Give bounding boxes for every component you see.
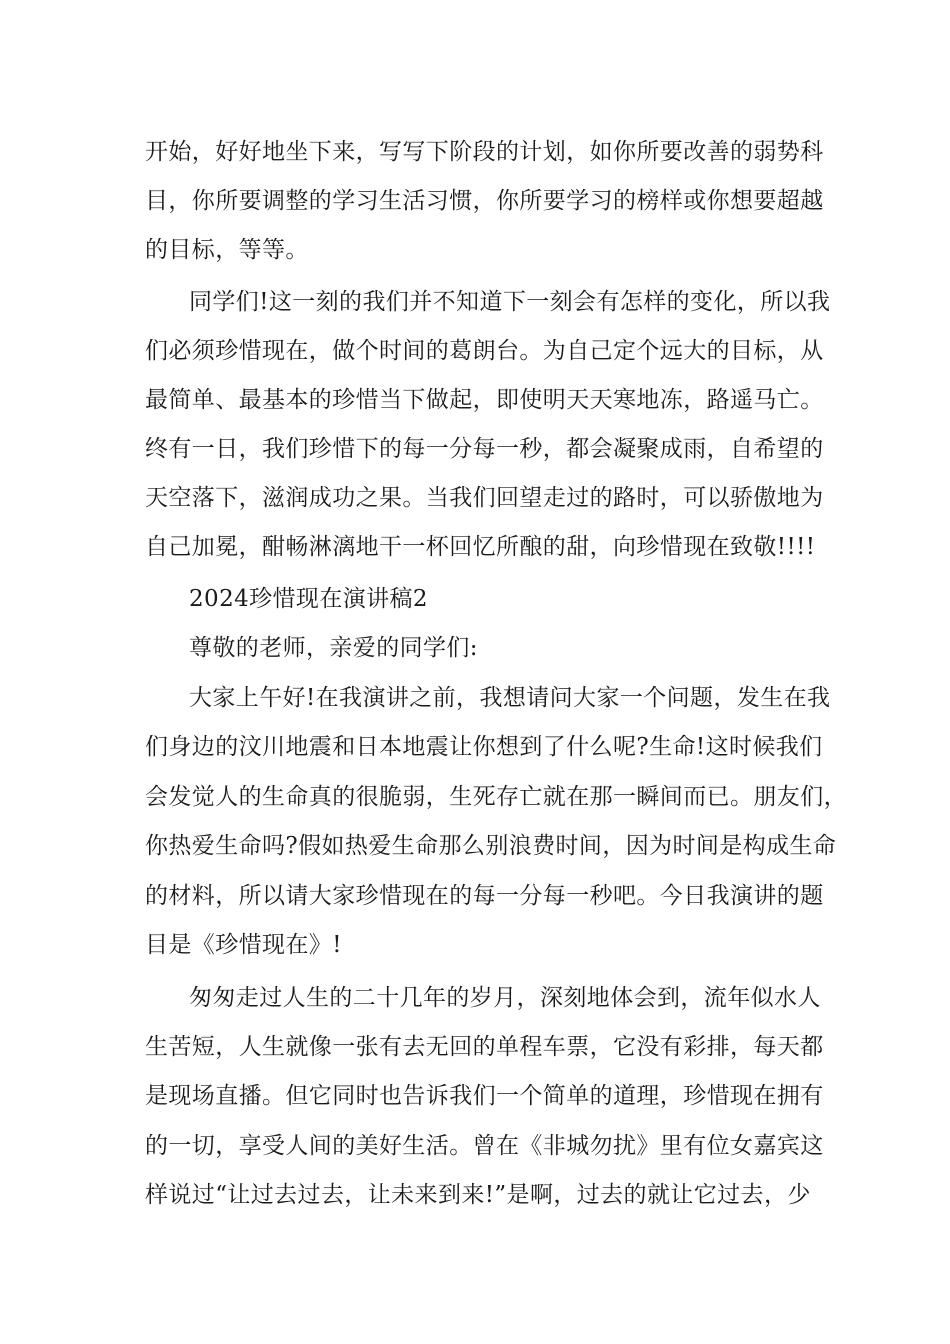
text-line: 终有一日，我们珍惜下的每一分每一秒，都会凝聚成雨，自希望的 bbox=[145, 436, 824, 462]
text-line: 匆匆走过人生的二十几年的岁月，深刻地体会到，流年似水人 bbox=[189, 985, 821, 1011]
text-line: 的一切，享受人间的美好生活。曾在《非城勿扰》里有位女嘉宾这 bbox=[145, 1133, 824, 1159]
text-line: 天空落下，滋润成功之果。当我们回望走过的路时，可以骄傲地为 bbox=[145, 485, 824, 511]
text-line: 开始，好好地坐下来，写写下阶段的计划，如你所要改善的弱势科 bbox=[145, 139, 824, 165]
text-line: 的目标，等等。 bbox=[145, 237, 309, 263]
text-line: 们身边的汶川地震和日本地震让你想到了什么呢?生命!这时候我们 bbox=[145, 734, 823, 760]
text-line: 样说过“让过去过去，让未来到来!”是啊，过去的就让它过去，少 bbox=[145, 1182, 811, 1208]
text-line: 你热爱生命吗?假如热爱生命那么别浪费时间，因为时间是构成生命 bbox=[145, 833, 837, 859]
text-line: 们必须珍惜现在，做个时间的葛朗台。为自己定个远大的目标，从 bbox=[145, 338, 824, 364]
text-line: 的材料，所以请大家珍惜现在的每一分每一秒吧。今日我演讲的题 bbox=[145, 883, 824, 909]
text-line: 会发觉人的生命真的很脆弱，生死存亡就在那一瞬间而已。朋友们， bbox=[145, 784, 847, 810]
text-line: 最简单、最基本的珍惜当下做起，即使明天天寒地冻，路遥马亡。 bbox=[145, 387, 824, 413]
section-heading: 2024珍惜现在演讲稿2 bbox=[189, 586, 428, 612]
text-line: 大家上午好!在我演讲之前，我想请问大家一个问题，发生在我 bbox=[189, 685, 831, 711]
text-line: 目是《珍惜现在》! bbox=[145, 932, 342, 958]
text-line: 目，你所要调整的学习生活习惯，你所要学习的榜样或你想要超越 bbox=[145, 188, 824, 214]
text-line: 生苦短，人生就像一张有去无回的单程车票，它没有彩排，每天都 bbox=[145, 1034, 824, 1060]
text-line: 同学们!这一刻的我们并不知道下一刻会有怎样的变化，所以我 bbox=[189, 289, 831, 315]
text-line: 自己加冕，酣畅淋漓地干一杯回忆所酿的甜，向珍惜现在致敬!!!! bbox=[145, 534, 816, 560]
text-line: 是现场直播。但它同时也告诉我们一个简单的道理，珍惜现在拥有 bbox=[145, 1083, 824, 1109]
text-line: 尊敬的老师，亲爱的同学们: bbox=[189, 635, 478, 661]
